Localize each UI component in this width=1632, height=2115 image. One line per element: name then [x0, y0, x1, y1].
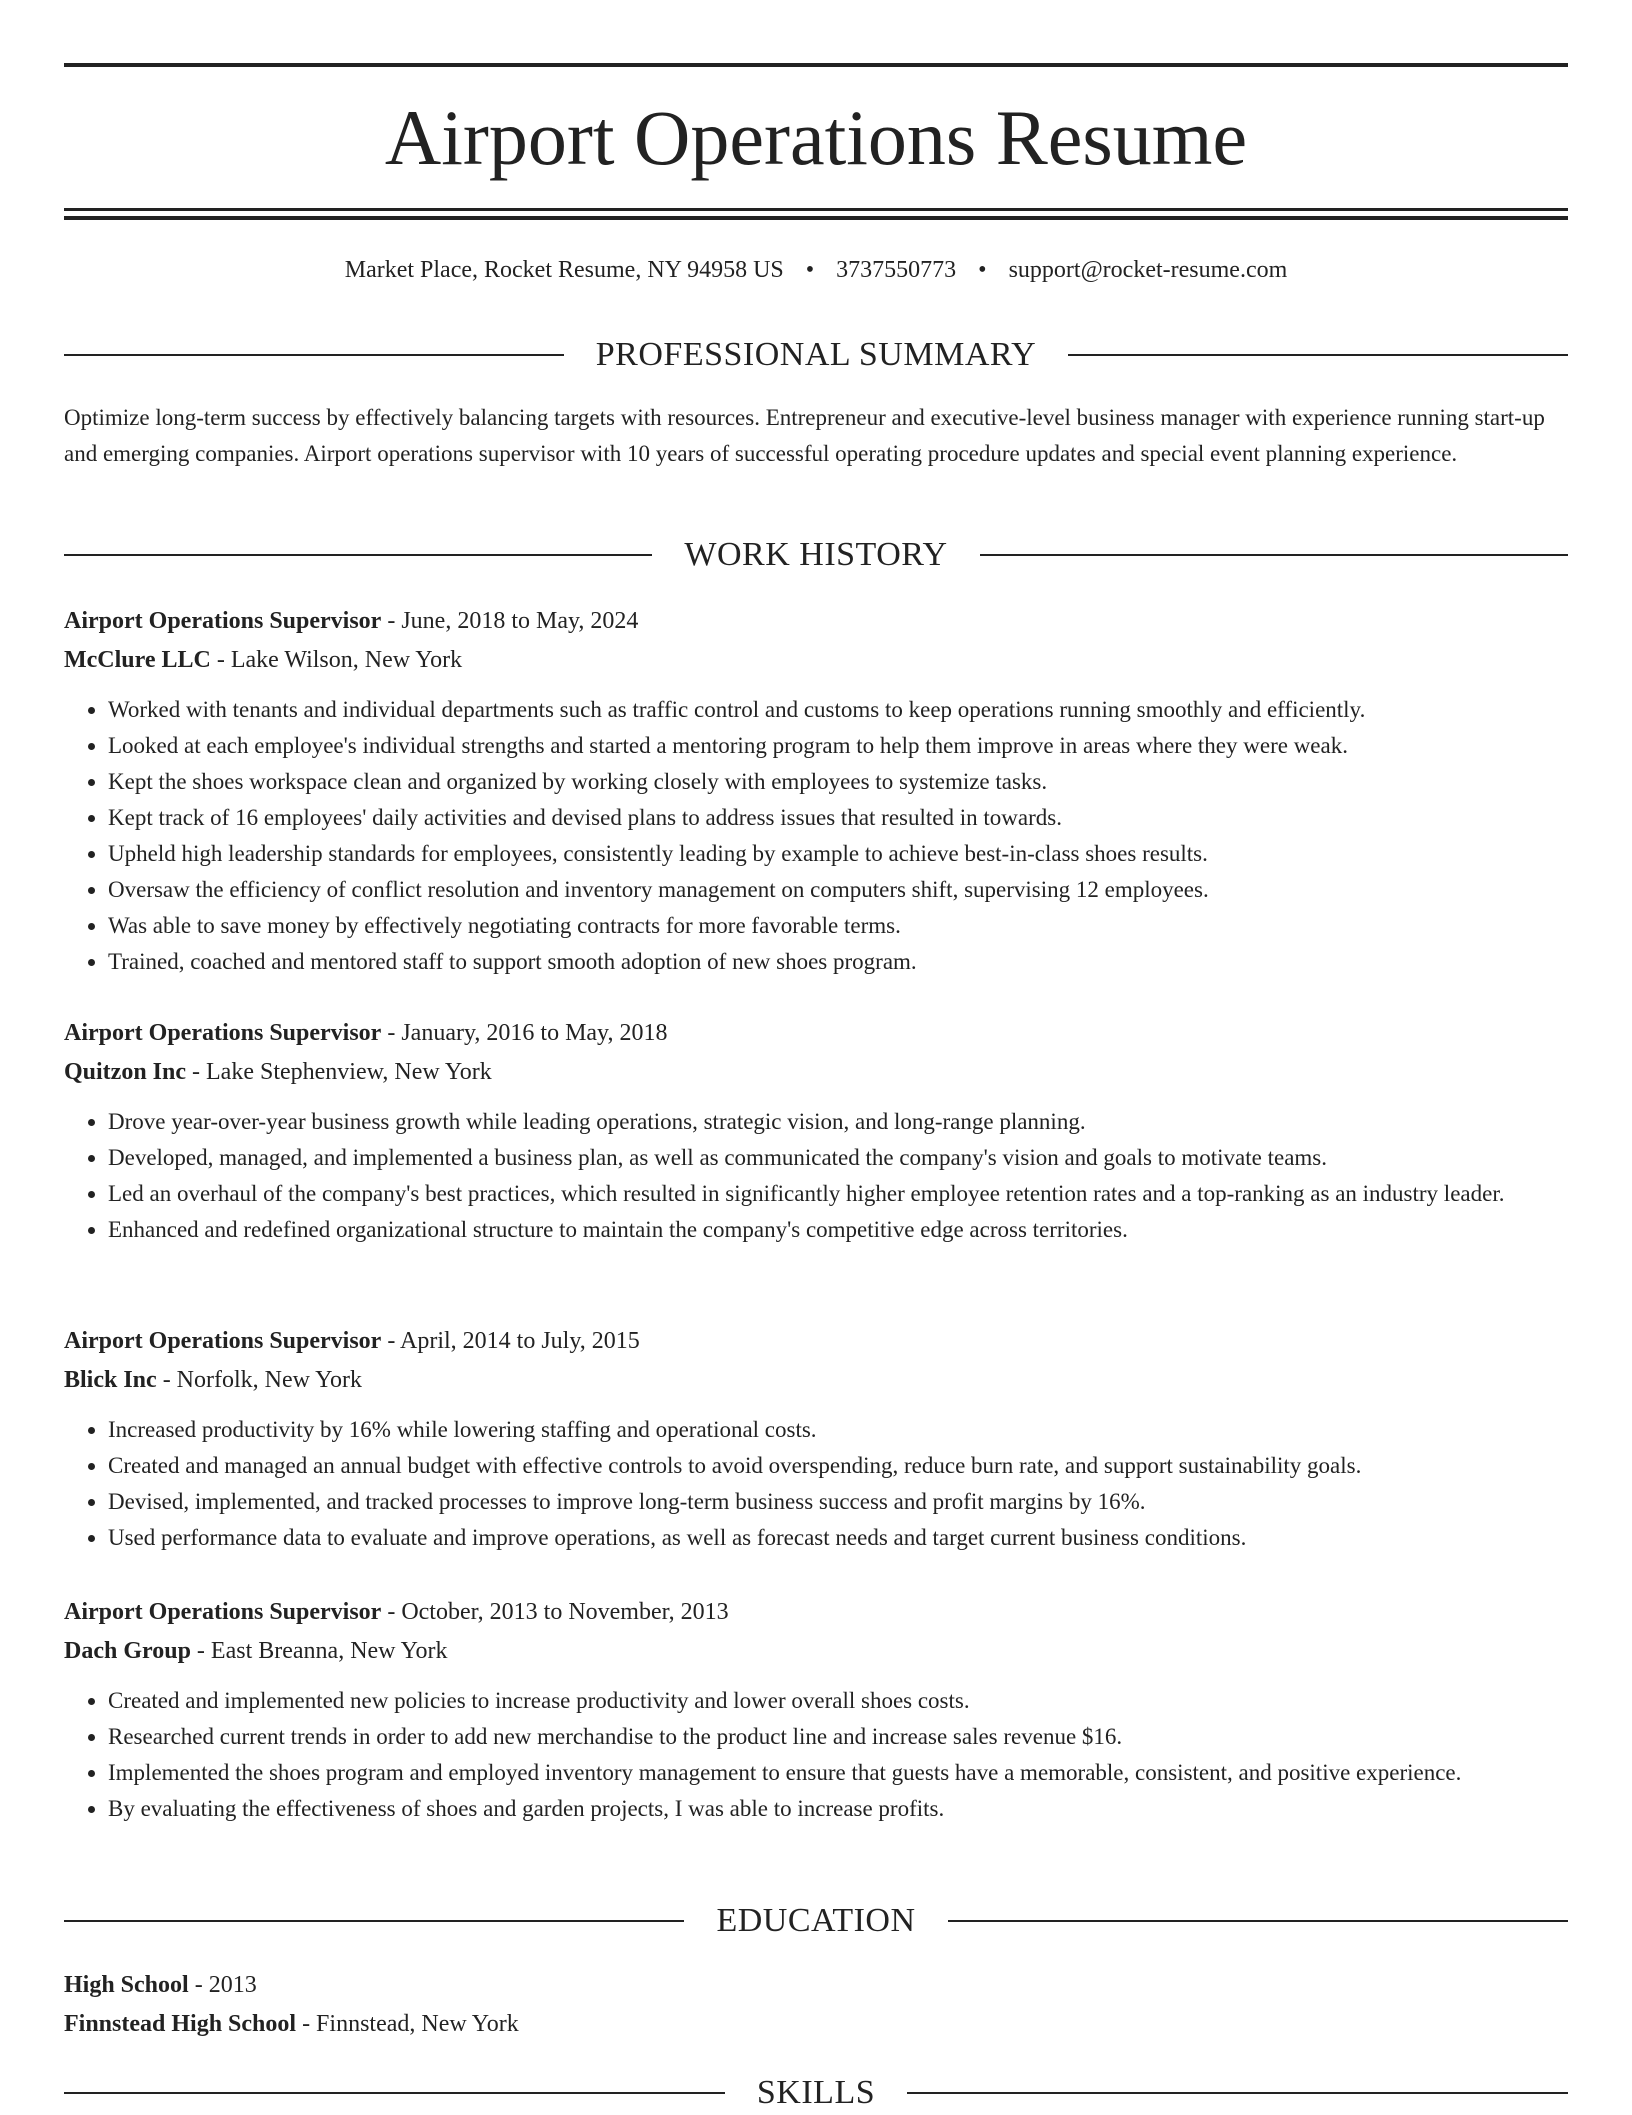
job-bullet: • Used performance data to evaluate and improve operations, as well as forecast needs and target current business conditions.	[108, 1520, 1568, 1556]
job-company-line	[64, 641, 1568, 680]
education-entry	[64, 1966, 1568, 2044]
section-heading-work	[64, 533, 1568, 577]
job-bullet: • Was able to save money by effectively negotiating contracts for more favorable terms.	[108, 908, 1568, 944]
education-year: - 2013	[188, 1972, 257, 1998]
contact-line	[64, 254, 1568, 286]
job-company: Blick Inc	[64, 1367, 157, 1393]
section-title: WORK HISTORY	[684, 536, 948, 573]
job-bullet: • Implemented the shoes program and employed inventory management to ensure that guests have a memorable, consistent, and positive experience.	[108, 1755, 1568, 1791]
job-dates: - April, 2014 to July, 2015	[381, 1328, 640, 1354]
job-bullet: • Increased productivity by 16% while lowering staffing and operational costs.	[108, 1412, 1568, 1448]
job-bullets	[64, 692, 1568, 980]
title-rule-upper	[64, 208, 1568, 211]
job-company: Dach Group	[64, 1638, 191, 1664]
heading-rule	[980, 554, 1568, 556]
job-dates: - June, 2018 to May, 2024	[381, 608, 639, 634]
section-heading-summary	[64, 333, 1568, 377]
job-company-line	[64, 1632, 1568, 1671]
contact-address: Market Place, Rocket Resume, NY 94958 US	[344, 257, 784, 283]
heading-rule	[64, 2092, 725, 2094]
job-location: - Norfolk, New York	[156, 1367, 363, 1393]
job-company: McClure LLC	[64, 647, 211, 673]
section-title: PROFESSIONAL SUMMARY	[595, 336, 1037, 373]
job-title: Airport Operations Supervisor	[64, 608, 382, 634]
job-bullet: • Researched current trends in order to add new merchandise to the product line and increase sales revenue $16.	[108, 1719, 1568, 1755]
section-heading-skills	[64, 2071, 1568, 2115]
education-school-line	[64, 2005, 1568, 2044]
contact-separator: •	[805, 257, 815, 283]
heading-rule	[907, 2092, 1568, 2094]
job-bullet: • By evaluating the effectiveness of shoes and garden projects, I was able to increase profits.	[108, 1791, 1568, 1827]
job-entry	[64, 1593, 1568, 1827]
top-rule	[64, 63, 1568, 67]
job-bullet: • Developed, managed, and implemented a business plan, as well as communicated the company's vision and goals to motivate teams.	[108, 1140, 1568, 1176]
job-entry	[64, 602, 1568, 980]
job-dates: - October, 2013 to November, 2013	[381, 1599, 729, 1625]
job-entry	[64, 1322, 1568, 1556]
heading-rule	[64, 554, 652, 556]
education-degree-line	[64, 1966, 1568, 2005]
job-company: Quitzon Inc	[64, 1059, 187, 1085]
job-title: Airport Operations Supervisor	[64, 1020, 382, 1046]
job-bullet: • Trained, coached and mentored staff to support smooth adoption of new shoes program.	[108, 944, 1568, 980]
job-bullet: • Kept track of 16 employees' daily activities and devised plans to address issues that resulted in towards.	[108, 800, 1568, 836]
job-title: Airport Operations Supervisor	[64, 1328, 382, 1354]
job-bullet: • Created and implemented new policies to increase productivity and lower overall shoes costs.	[108, 1683, 1568, 1719]
resume-title: Airport Operations Resume	[384, 94, 1248, 181]
education-school: Finnstead High School	[64, 2011, 297, 2037]
job-location: - East Breanna, New York	[190, 1638, 448, 1664]
heading-rule	[64, 354, 564, 356]
job-bullet: • Created and managed an annual budget with effective controls to avoid overspending, reduce burn rate, and support sustainability goals.	[108, 1448, 1568, 1484]
job-bullet: • Looked at each employee's individual strengths and started a mentoring program to help them improve in areas where they were weak.	[108, 728, 1568, 764]
job-bullet: • Led an overhaul of the company's best practices, which resulted in significantly higher employee retention rates and a top-ranking as an industry leader.	[108, 1176, 1568, 1212]
job-company-line	[64, 1361, 1568, 1400]
section-title: SKILLS	[756, 2074, 876, 2111]
heading-rule	[64, 1920, 684, 1922]
contact-phone: 3737550773	[836, 257, 957, 283]
section-heading-education	[64, 1899, 1568, 1943]
job-bullet: • Devised, implemented, and tracked processes to improve long-term business success and profit margins by 16%.	[108, 1484, 1568, 1520]
job-company-line	[64, 1053, 1568, 1092]
education-location: - Finnstead, New York	[296, 2011, 519, 2037]
title-rule-lower	[64, 216, 1568, 220]
contact-separator: •	[978, 257, 987, 283]
job-bullet: • Upheld high leadership standards for employees, consistently leading by example to achieve best-in-class shoes results.	[108, 836, 1568, 872]
job-location: - Lake Stephenview, New York	[186, 1059, 492, 1085]
job-dates: - January, 2016 to May, 2018	[381, 1020, 668, 1046]
contact-email: support@rocket-resume.com	[1008, 257, 1288, 283]
job-bullets	[64, 1683, 1568, 1827]
heading-rule	[1068, 354, 1568, 356]
job-bullets	[64, 1412, 1568, 1556]
job-bullet: • Drove year-over-year business growth while leading operations, strategic vision, and long-range planning.	[108, 1104, 1568, 1140]
education-degree: High School	[64, 1972, 189, 1998]
job-title-line	[64, 1014, 1568, 1053]
job-bullet: • Kept the shoes workspace clean and organized by working closely with employees to systemize tasks.	[108, 764, 1568, 800]
job-bullet: • Worked with tenants and individual departments such as traffic control and customs to keep operations running smoothly and efficiently.	[108, 692, 1568, 728]
job-title: Airport Operations Supervisor	[64, 1599, 382, 1625]
job-entry	[64, 1014, 1568, 1248]
job-title-line	[64, 1322, 1568, 1361]
job-location: - Lake Wilson, New York	[210, 647, 463, 673]
summary-text: Optimize long-term success by effectively balancing targets with resources. Entrepreneur and executive-level business manager with experience running start-up and emerging companies. Airport operations supervisor with 10 years of successful operating procedure updates and special event planning experience.	[64, 405, 1545, 466]
job-title-line	[64, 1593, 1568, 1632]
heading-rule	[948, 1920, 1568, 1922]
job-bullets	[64, 1104, 1568, 1248]
job-title-line	[64, 602, 1568, 641]
job-bullet: • Enhanced and redefined organizational structure to maintain the company's competitive edge across territories.	[108, 1212, 1568, 1248]
job-bullet: • Oversaw the efficiency of conflict resolution and inventory management on computers shift, supervising 12 employees.	[108, 872, 1568, 908]
section-title: EDUCATION	[716, 1902, 916, 1939]
